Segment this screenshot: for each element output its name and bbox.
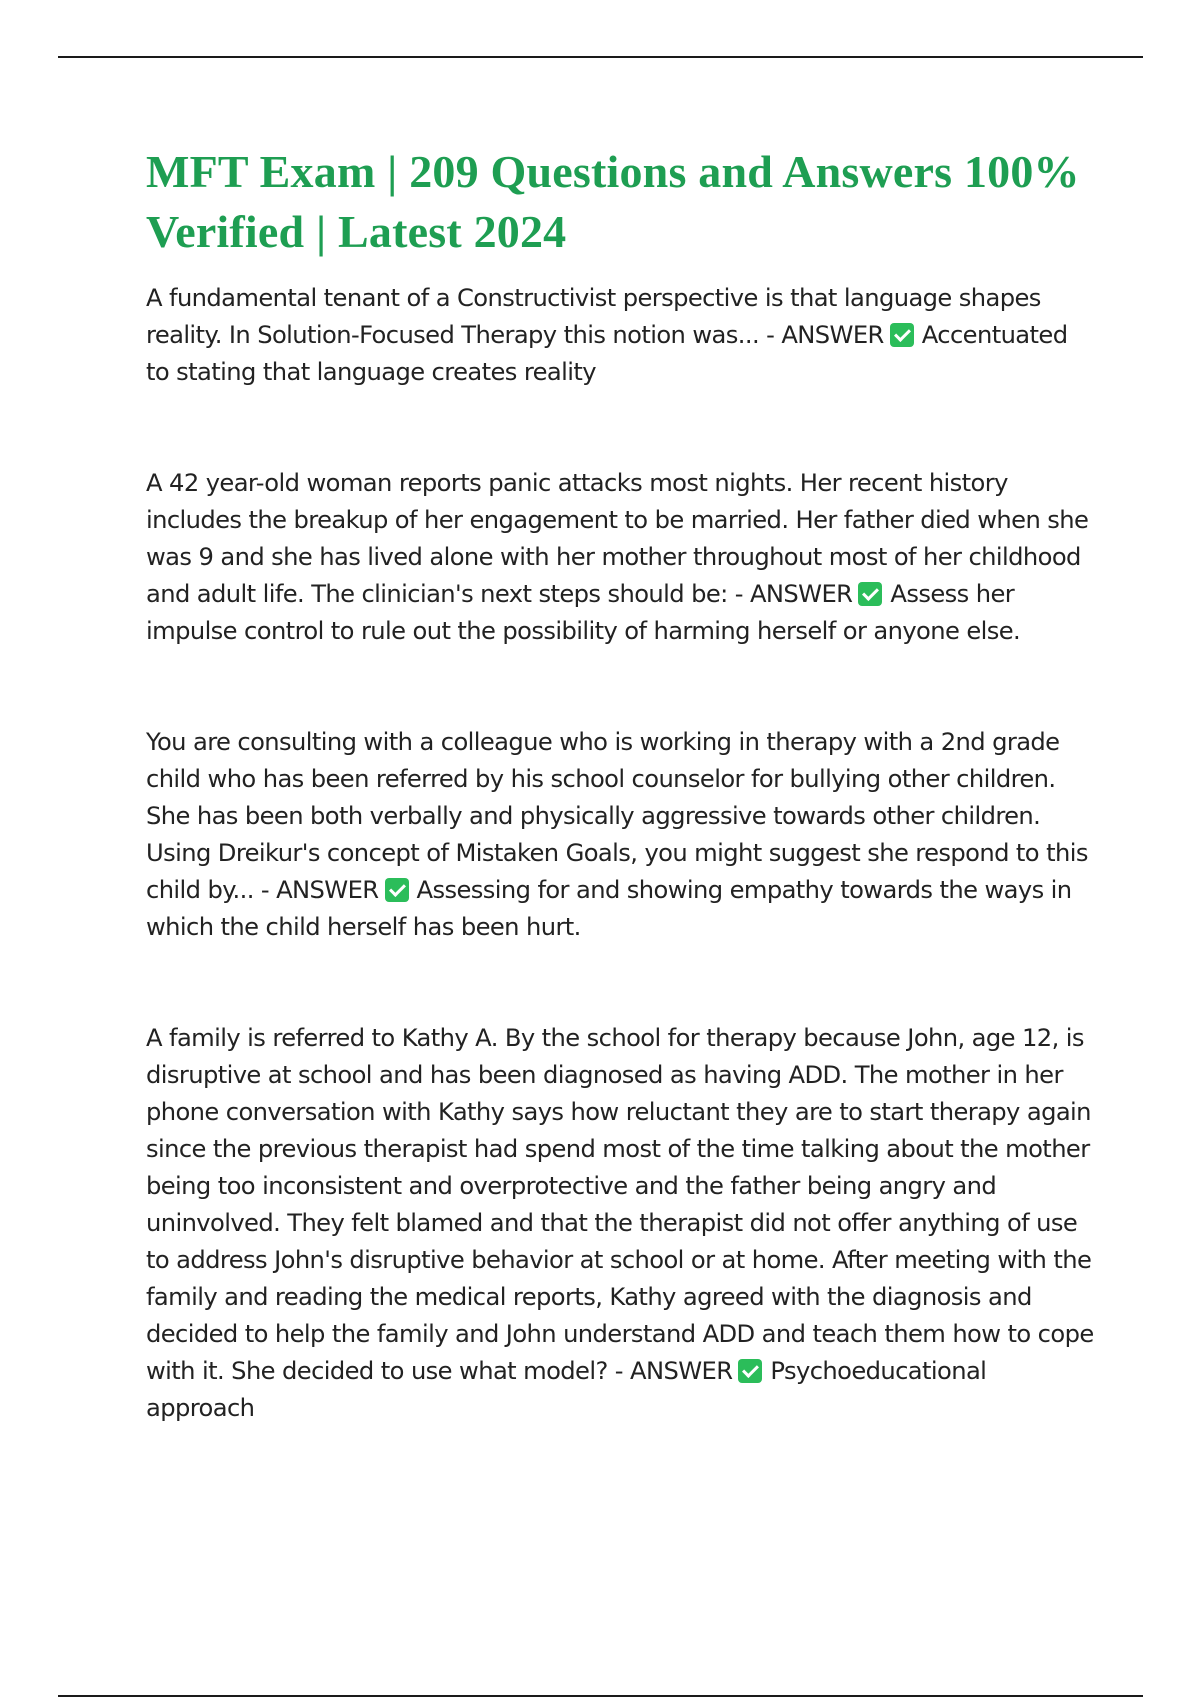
qa-item-2 <box>146 465 1096 650</box>
top-rule <box>58 56 1143 58</box>
question-text: A fundamental tenant of a Constructivist perspective is that language shapes reality. In Solution-Focused Therapy this notion was... <box>146 284 1041 349</box>
answer-text: Assess her impulse control to rule out the possibility of harming herself or anyone else. <box>146 580 1021 645</box>
qa-item-4 <box>146 1020 1096 1427</box>
question-text: A 42 year-old woman reports panic attacks most nights. Her recent history includes the breakup of her engagement to be married. Her father died when she was 9 and she has lived alone with her mother throughout most of her childhood and adult life. The clinician's next steps should be: <box>146 469 1089 608</box>
answer-text: Assessing for and showing empathy towards the ways in which the child herself has been hurt. <box>146 876 1072 941</box>
answer-marker: - ANSWER <box>766 321 884 349</box>
document-title: MFT Exam | 209 Questions and Answers 100% Verified | Latest 2024 <box>146 146 1080 257</box>
question-text: A family is referred to Kathy A. By the school for therapy because John, age 12, is disruptive at school and has been diagnosed as having ADD. The mother in her phone conversation with Kathy says how reluctant they are to start therapy again since the previous therapist had spend most of the time talking about the mother being too inconsistent and overprotective and the father being angry and uninvolved. They felt blamed and that the therapist did not offer anything of use to address John's disruptive behavior at school or at home. After meeting with the family and reading the medical reports, Kathy agreed with the diagnosis and decided to help the family and John understand ADD and teach them how to cope with it. She decided to use what model? <box>146 1024 1094 1385</box>
checkmark-icon <box>738 1359 762 1383</box>
document-body <box>146 142 1096 1427</box>
checkmark-icon <box>858 582 882 606</box>
checkmark-icon <box>385 878 409 902</box>
answer-text: Psychoeducational approach <box>146 1357 987 1422</box>
answer-marker: - ANSWER <box>614 1357 733 1385</box>
qa-item-1 <box>146 280 1096 391</box>
answer-marker: - ANSWER <box>260 876 379 904</box>
answer-marker: - ANSWER <box>734 580 853 608</box>
question-text: You are consulting with a colleague who is working in therapy with a 2nd grade child who has been referred by his school counselor for bullying other children. She has been both verbally and physically aggressive towards other children. Using Dreikur's concept of Mistaken Goals, you might suggest she respond to this child by... <box>146 728 1088 904</box>
bottom-rule <box>58 1695 1143 1697</box>
qa-item-3 <box>146 724 1096 946</box>
answer-text: Accentuated to stating that language creates reality <box>146 321 1068 386</box>
checkmark-icon <box>890 323 914 347</box>
